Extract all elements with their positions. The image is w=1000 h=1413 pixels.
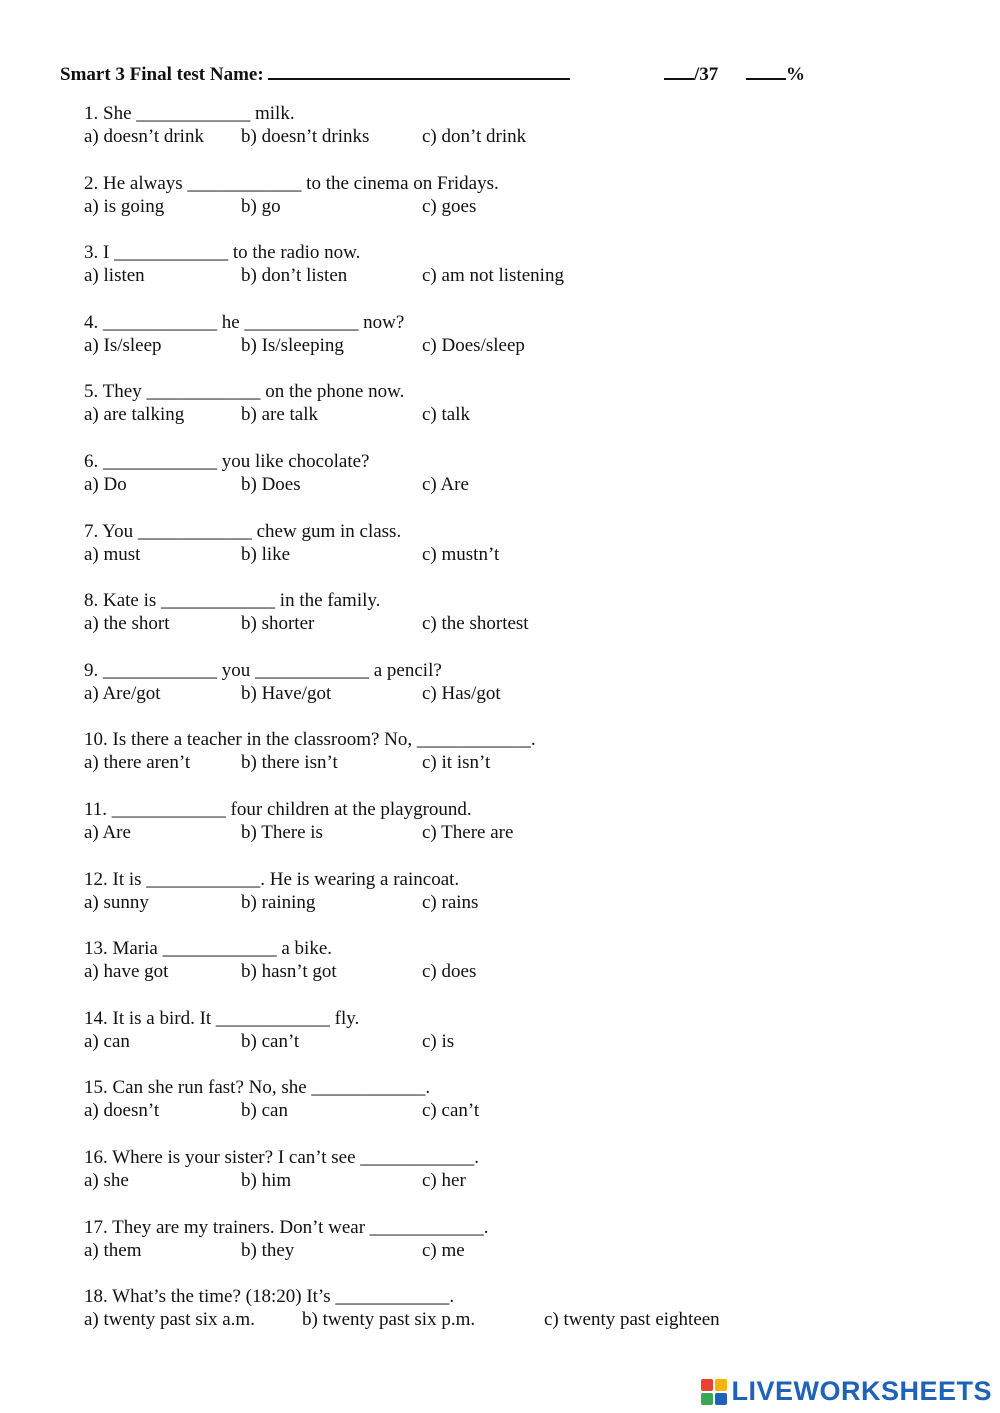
- option-b[interactable]: b) Is/sleeping: [241, 334, 344, 356]
- question-5: [84, 380, 904, 450]
- answer-options: [84, 1099, 904, 1122]
- answer-options: [84, 960, 904, 983]
- question-3: [84, 241, 904, 311]
- option-c[interactable]: c) can’t: [422, 1100, 480, 1122]
- option-a[interactable]: a) can: [84, 1030, 130, 1052]
- option-b[interactable]: b) There is: [241, 821, 323, 843]
- logo-text: LIVEWORKSHEETS: [731, 1376, 992, 1406]
- option-b[interactable]: b) hasn’t got: [241, 961, 337, 983]
- question-16: [84, 1146, 904, 1216]
- question-14: [84, 1007, 904, 1077]
- option-a[interactable]: a) there aren’t: [84, 752, 191, 774]
- option-a[interactable]: a) Are/got: [84, 682, 161, 704]
- answer-options: [84, 543, 904, 566]
- option-b[interactable]: b) like: [241, 543, 291, 565]
- answer-options: [84, 751, 904, 774]
- option-c[interactable]: c) does: [422, 961, 477, 983]
- answer-options: [84, 891, 904, 914]
- question-stem: 15. Can she run fast? No, she ____________.: [84, 1077, 431, 1099]
- question-8: [84, 589, 904, 659]
- question-stem: 3. I ____________ to the radio now.: [84, 242, 361, 264]
- option-b[interactable]: b) Does: [241, 473, 301, 495]
- question-stem: 9. ____________ you ____________ a pencil?: [84, 659, 442, 681]
- question-6: [84, 450, 904, 520]
- question-stem: 1. She ____________ milk.: [84, 103, 295, 124]
- answer-options: [84, 264, 904, 287]
- option-c[interactable]: c) twenty past eighteen: [544, 1309, 720, 1331]
- option-c[interactable]: c) me: [422, 1239, 465, 1261]
- option-b[interactable]: b) raining: [241, 891, 316, 913]
- question-12: [84, 868, 904, 938]
- question-stem: 2. He always ____________ to the cinema on Fridays.: [84, 172, 499, 194]
- answer-options: [84, 403, 904, 426]
- option-b[interactable]: b) Have/got: [241, 682, 332, 704]
- option-a[interactable]: a) doesn’t drink: [84, 126, 204, 147]
- option-b[interactable]: b) go: [241, 195, 281, 217]
- question-stem: 13. Maria ____________ a bike.: [84, 938, 333, 960]
- answer-options: [84, 612, 904, 635]
- answer-options: [84, 821, 904, 844]
- option-a[interactable]: a) Are: [84, 821, 131, 843]
- question-stem: 17. They are my trainers. Don’t wear ____________.: [84, 1216, 489, 1238]
- question-stem: 8. Kate is ____________ in the family.: [84, 590, 381, 612]
- option-b[interactable]: b) they: [241, 1239, 295, 1261]
- score-total: /37: [664, 60, 718, 86]
- question-list: [84, 102, 904, 1355]
- question-stem: 16. Where is your sister? I can’t see ____________.: [84, 1146, 480, 1168]
- question-9: [84, 659, 904, 729]
- option-a[interactable]: a) she: [84, 1169, 129, 1191]
- option-b[interactable]: b) him: [241, 1169, 292, 1191]
- option-a[interactable]: a) doesn’t: [84, 1100, 160, 1122]
- answer-options: [84, 1239, 904, 1262]
- option-b[interactable]: b) don’t listen: [241, 265, 348, 287]
- option-c[interactable]: c) is: [422, 1030, 455, 1052]
- question-1: [84, 102, 904, 172]
- option-a[interactable]: a) are talking: [84, 404, 185, 426]
- question-stem: 5. They ____________ on the phone now.: [84, 381, 405, 403]
- option-c[interactable]: c) Has/got: [422, 682, 501, 704]
- option-a[interactable]: a) have got: [84, 961, 169, 983]
- option-a[interactable]: a) sunny: [84, 891, 149, 913]
- option-a[interactable]: a) them: [84, 1239, 142, 1261]
- question-stem: 18. What’s the time? (18:20) It’s ____________.: [84, 1286, 455, 1308]
- option-c[interactable]: c) mustn’t: [422, 543, 500, 565]
- option-a[interactable]: a) the short: [84, 613, 170, 635]
- option-b[interactable]: b) shorter: [241, 613, 315, 635]
- question-10: [84, 728, 904, 798]
- question-13: [84, 937, 904, 1007]
- answer-options: [84, 125, 904, 148]
- option-c[interactable]: c) it isn’t: [422, 752, 491, 774]
- option-c[interactable]: c) rains: [422, 891, 479, 913]
- logo-mark-icon: [701, 1379, 727, 1405]
- question-11: [84, 798, 904, 868]
- option-b[interactable]: b) can: [241, 1100, 288, 1122]
- question-stem: 6. ____________ you like chocolate?: [84, 450, 370, 472]
- question-18: [84, 1285, 904, 1355]
- question-stem: 7. You ____________ chew gum in class.: [84, 520, 402, 542]
- option-c[interactable]: c) her: [422, 1169, 466, 1191]
- option-a[interactable]: a) Is/sleep: [84, 334, 162, 356]
- percent-blank[interactable]: [746, 60, 786, 80]
- worksheet-title: Smart 3 Final test Name:: [60, 64, 264, 85]
- option-c[interactable]: c) goes: [422, 195, 477, 217]
- percent-score: %: [746, 60, 805, 86]
- option-b[interactable]: b) there isn’t: [241, 752, 338, 774]
- option-a[interactable]: a) Do: [84, 473, 127, 495]
- option-c[interactable]: c) talk: [422, 404, 471, 426]
- answer-options: [84, 473, 904, 496]
- answer-options: [84, 195, 904, 218]
- option-c[interactable]: c) There are: [422, 821, 514, 843]
- worksheet-header: [60, 60, 570, 86]
- answer-options: [84, 334, 904, 357]
- question-7: [84, 520, 904, 590]
- answer-options: [84, 682, 904, 705]
- question-stem: 4. ____________ he ____________ now?: [84, 311, 405, 333]
- question-2: [84, 172, 904, 242]
- option-a[interactable]: a) must: [84, 543, 141, 565]
- question-stem: 14. It is a bird. It ____________ fly.: [84, 1007, 360, 1029]
- liveworksheets-logo: [701, 1376, 992, 1407]
- option-a[interactable]: a) is going: [84, 195, 165, 217]
- answer-options: [84, 1030, 904, 1053]
- question-15: [84, 1076, 904, 1146]
- option-c[interactable]: c) the shortest: [422, 613, 529, 635]
- score-blank[interactable]: [664, 60, 694, 80]
- option-b[interactable]: b) doesn’t drinks: [241, 126, 370, 147]
- option-b[interactable]: b) twenty past six p.m.: [302, 1309, 476, 1331]
- name-field[interactable]: [268, 60, 570, 80]
- option-c[interactable]: c) am not listening: [422, 265, 564, 287]
- answer-options: [84, 1308, 904, 1331]
- answer-options: [84, 1169, 904, 1192]
- option-a[interactable]: a) listen: [84, 265, 145, 287]
- option-b[interactable]: b) can’t: [241, 1030, 300, 1052]
- question-stem: 10. Is there a teacher in the classroom? No, ____________.: [84, 729, 536, 751]
- option-c[interactable]: c) Does/sleep: [422, 334, 525, 356]
- option-a[interactable]: a) twenty past six a.m.: [84, 1309, 255, 1331]
- question-17: [84, 1216, 904, 1286]
- option-b[interactable]: b) are talk: [241, 404, 319, 426]
- question-4: [84, 311, 904, 381]
- option-c[interactable]: c) don’t drink: [422, 126, 527, 147]
- question-stem: 12. It is ____________. He is wearing a raincoat.: [84, 868, 460, 890]
- question-stem: 11. ____________ four children at the playground.: [84, 798, 472, 820]
- option-c[interactable]: c) Are: [422, 473, 469, 495]
